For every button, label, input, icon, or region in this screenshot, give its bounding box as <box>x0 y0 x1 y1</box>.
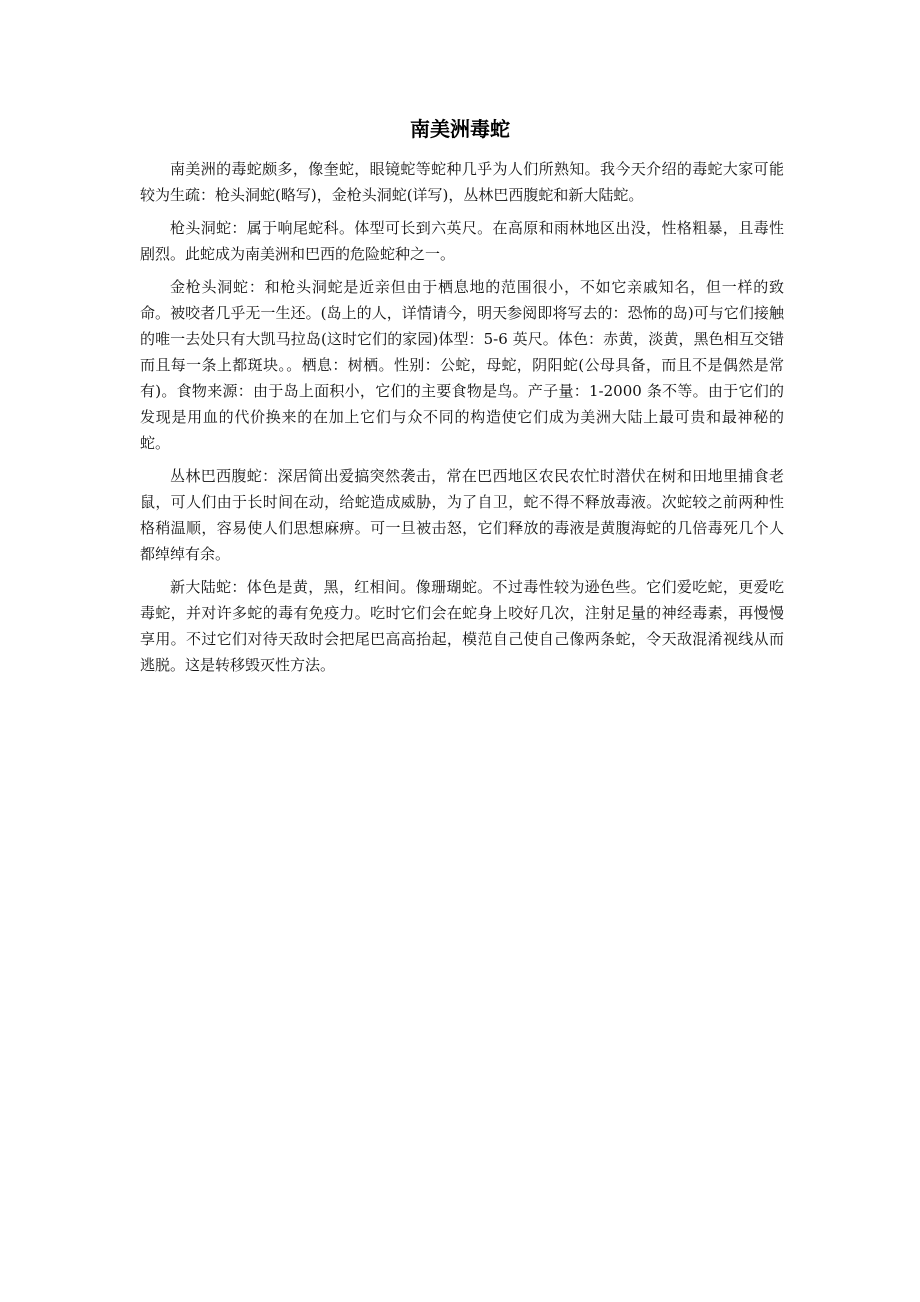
document-body <box>140 156 784 685</box>
document-title: 南美洲毒蛇 <box>410 117 510 141</box>
paragraph-lancehead: 枪头洞蛇：属于响尾蛇科。体型可长到六英尺。在高原和雨林地区出没，性格粗暴，且毒性剧烈。此蛇成为南美洲和巴西的危险蛇种之一。 <box>140 219 784 263</box>
paragraph-intro: 南美洲的毒蛇颇多，像奎蛇，眼镜蛇等蛇种几乎为人们所熟知。我今天介绍的毒蛇大家可能较为生疏：枪头洞蛇(略写)，金枪头洞蛇(详写)，丛林巴西腹蛇和新大陆蛇。 <box>140 160 784 204</box>
paragraph-new-world-snake: 新大陆蛇：体色是黄，黑，红相间。像珊瑚蛇。不过毒性较为逊色些。它们爱吃蛇，更爱吃毒蛇，并对许多蛇的毒有免疫力。吃时它们会在蛇身上咬好几次，注射足量的神经毒素，再慢慢享用。不过它们对待天敌时会把尾巴高高抬起，模范自己使自己像两条蛇，令天敌混淆视线从而逃脱。这是转移毁灭性方法。 <box>140 578 784 674</box>
paragraph-jungle-viper: 丛林巴西腹蛇：深居简出爱搞突然袭击，常在巴西地区农民农忙时潜伏在树和田地里捕食老鼠，可人们由于长时间在动，给蛇造成威胁，为了自卫，蛇不得不释放毒液。次蛇较之前两种性格稍温顺，容易使人们思想麻痹。可一旦被击怒，它们释放的毒液是黄腹海蛇的几倍毒死几个人都绰绰有余。 <box>140 467 784 563</box>
paragraph-golden-lancehead: 金枪头洞蛇：和枪头洞蛇是近亲但由于栖息地的范围很小，不如它亲戚知名，但一样的致命。被咬者几乎无一生还。(岛上的人，详情请今，明天参阅即将写去的：恐怖的岛)可与它们接触的唯一去处只有大凯马拉岛(这时它们的家园)体型：5-6 英尺。体色：赤黄，淡黄，黑色相互交错而且每一条上都斑块。。栖息：树栖。性别：公蛇，母蛇，阴阳蛇(公母具备，而且不是偶然是常有)。食物来源：由于岛上面积小，它们的主要食物是鸟。产子量：1-2000 条不等。由于它们的发现是用血的代价换来的在加上它们与众不同的构造使它们成为美洲大陆上最可贵和最神秘的蛇。 <box>140 278 784 452</box>
